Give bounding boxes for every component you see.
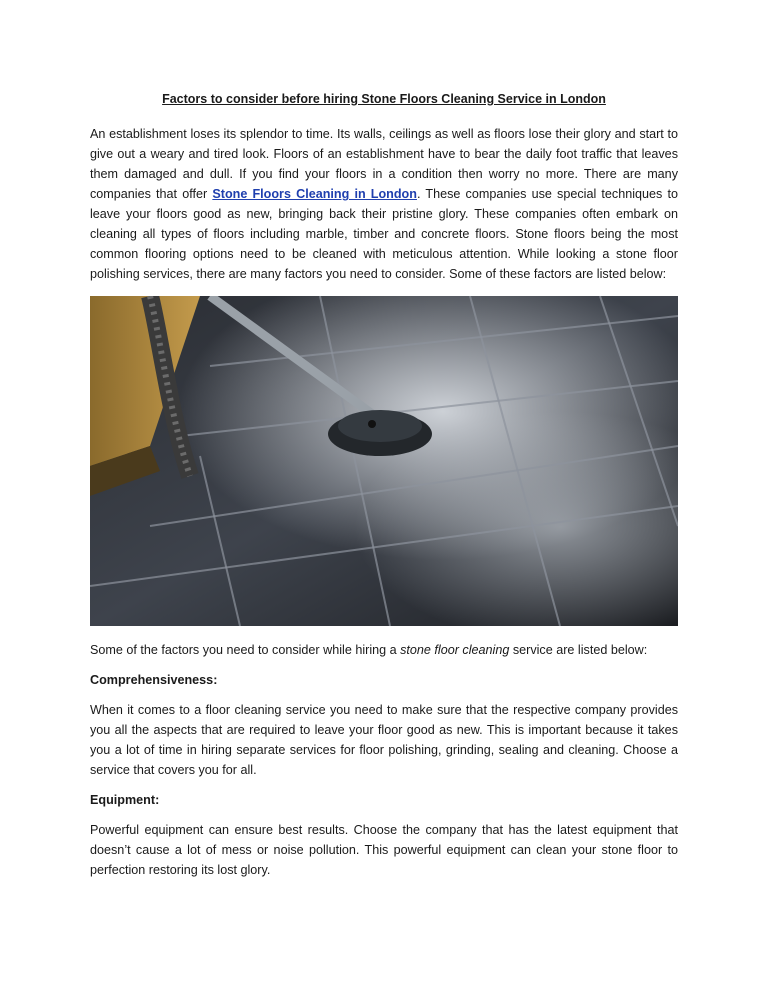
floor-cleaning-photo <box>90 296 678 626</box>
section-heading-equipment: Equipment: <box>90 793 160 807</box>
section-body-comprehensiveness: When it comes to a floor cleaning service you need to make sure that the respective company provides you all the aspects that are required to leave your floor good as new. This is important because it takes you a lot of time in hiring separate services for floor polishing, grinding, sealing and cleaning. Choose a service that covers you for all. <box>90 703 678 777</box>
factors-intro-text-1: Some of the factors you need to consider while hiring a <box>90 643 401 657</box>
intro-text-2: . These companies use special techniques to leave your floors good as new, bringing back their pristine glory. These companies often embark on cleaning all types of floors including marble, timber and concrete floors. Stone floors being the most common flooring options need to be cleaned with meticulous attention. While looking a stone floor polishing services, there are many factors you need to consider. Some of these factors are listed below: <box>90 187 678 281</box>
stone-floors-cleaning-link[interactable]: Stone Floors Cleaning in London <box>212 187 417 201</box>
document-page <box>90 90 678 880</box>
intro-text-1: An establishment loses its splendor to time. Its walls, ceilings as well as floors lose their glory and start to give out a weary and tired look. Floors of an establishment have to bear the daily foot traffic that leaves them damaged and dull. If you find your floors in a condition then worry no more. There are many companies that offer <box>90 127 678 201</box>
factors-intro-text-2: service are listed below: <box>509 643 648 657</box>
section-heading-comprehensiveness: Comprehensiveness: <box>90 673 218 687</box>
factors-intro-italic: stone floor cleaning <box>400 643 510 657</box>
intro-paragraph <box>90 124 678 284</box>
factors-intro <box>90 640 678 660</box>
document-title: Factors to consider before hiring Stone Floors Cleaning Service in London <box>162 92 606 106</box>
section-body-equipment: Powerful equipment can ensure best results. Choose the company that has the latest equipment that doesn’t cause a lot of mess or noise pollution. This powerful equipment can clean your stone floor to perfection restoring its lost glory. <box>90 823 678 877</box>
